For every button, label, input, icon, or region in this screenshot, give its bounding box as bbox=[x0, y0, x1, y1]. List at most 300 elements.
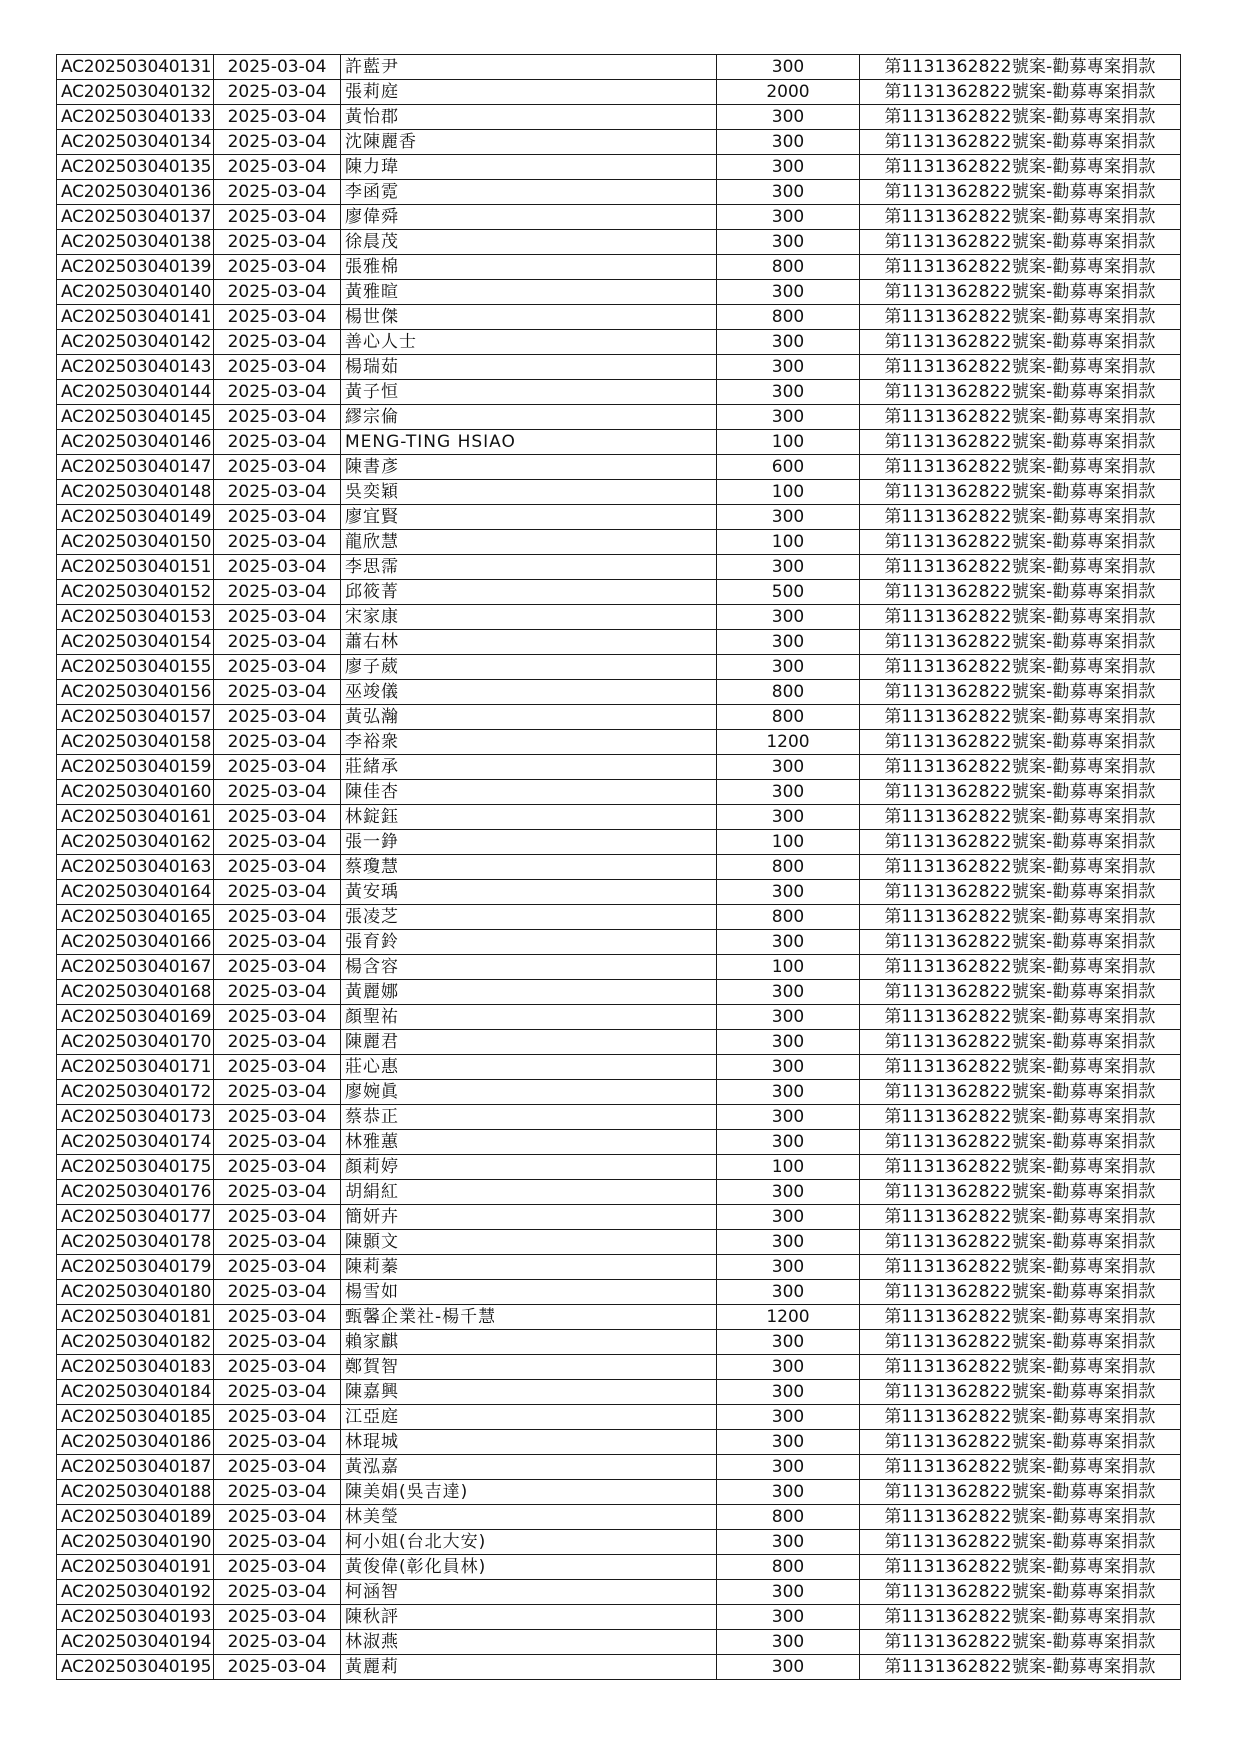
donor-name-cell: 沈陳麗香 bbox=[341, 130, 717, 155]
memo-cell: 第1131362822號案-勸募專案捐款 bbox=[860, 1455, 1181, 1480]
receipt-id-cell: AC202503040173 bbox=[57, 1105, 214, 1130]
donor-name-cell: 李思霈 bbox=[341, 555, 717, 580]
amount-cell: 300 bbox=[717, 1205, 860, 1230]
donor-name-cell: 陳佳杏 bbox=[341, 780, 717, 805]
date-cell: 2025-03-04 bbox=[214, 1330, 341, 1355]
table-row bbox=[57, 205, 1181, 230]
memo-cell: 第1131362822號案-勸募專案捐款 bbox=[860, 55, 1181, 80]
amount-cell: 500 bbox=[717, 580, 860, 605]
donor-name-cell: 張凌芝 bbox=[341, 905, 717, 930]
receipt-id-cell: AC202503040167 bbox=[57, 955, 214, 980]
donor-name-cell: 黃弘瀚 bbox=[341, 705, 717, 730]
table-row bbox=[57, 1605, 1181, 1630]
receipt-id-cell: AC202503040160 bbox=[57, 780, 214, 805]
donor-name-cell: 甄馨企業社-楊千慧 bbox=[341, 1305, 717, 1330]
receipt-id-cell: AC202503040188 bbox=[57, 1480, 214, 1505]
table-row bbox=[57, 305, 1181, 330]
receipt-id-cell: AC202503040150 bbox=[57, 530, 214, 555]
date-cell: 2025-03-04 bbox=[214, 380, 341, 405]
table-row bbox=[57, 1455, 1181, 1480]
donor-name-cell: 莊緒承 bbox=[341, 755, 717, 780]
amount-cell: 300 bbox=[717, 930, 860, 955]
amount-cell: 300 bbox=[717, 880, 860, 905]
donor-name-cell: 許藍尹 bbox=[341, 55, 717, 80]
table-row bbox=[57, 705, 1181, 730]
receipt-id-cell: AC202503040143 bbox=[57, 355, 214, 380]
memo-cell: 第1131362822號案-勸募專案捐款 bbox=[860, 380, 1181, 405]
amount-cell: 100 bbox=[717, 830, 860, 855]
amount-cell: 300 bbox=[717, 1330, 860, 1355]
date-cell: 2025-03-04 bbox=[214, 305, 341, 330]
donor-name-cell: 廖婉眞 bbox=[341, 1080, 717, 1105]
memo-cell: 第1131362822號案-勸募專案捐款 bbox=[860, 1130, 1181, 1155]
memo-cell: 第1131362822號案-勸募專案捐款 bbox=[860, 1205, 1181, 1230]
donor-name-cell: 楊世傑 bbox=[341, 305, 717, 330]
donor-name-cell: 廖子葳 bbox=[341, 655, 717, 680]
date-cell: 2025-03-04 bbox=[214, 730, 341, 755]
amount-cell: 600 bbox=[717, 455, 860, 480]
date-cell: 2025-03-04 bbox=[214, 1455, 341, 1480]
memo-cell: 第1131362822號案-勸募專案捐款 bbox=[860, 155, 1181, 180]
table-row bbox=[57, 680, 1181, 705]
memo-cell: 第1131362822號案-勸募專案捐款 bbox=[860, 880, 1181, 905]
table-row bbox=[57, 1255, 1181, 1280]
donor-name-cell: 廖偉舜 bbox=[341, 205, 717, 230]
donor-name-cell: 徐晨茂 bbox=[341, 230, 717, 255]
memo-cell: 第1131362822號案-勸募專案捐款 bbox=[860, 205, 1181, 230]
table-row bbox=[57, 1055, 1181, 1080]
donor-name-cell: 林錠鈺 bbox=[341, 805, 717, 830]
table-row bbox=[57, 830, 1181, 855]
donor-name-cell: 陳嘉興 bbox=[341, 1380, 717, 1405]
date-cell: 2025-03-04 bbox=[214, 1430, 341, 1455]
amount-cell: 300 bbox=[717, 55, 860, 80]
memo-cell: 第1131362822號案-勸募專案捐款 bbox=[860, 1330, 1181, 1355]
amount-cell: 300 bbox=[717, 330, 860, 355]
donor-name-cell: 黃泓嘉 bbox=[341, 1455, 717, 1480]
date-cell: 2025-03-04 bbox=[214, 1530, 341, 1555]
table-row bbox=[57, 1505, 1181, 1530]
donor-name-cell: 陳麗君 bbox=[341, 1030, 717, 1055]
donor-name-cell: 顏莉婷 bbox=[341, 1155, 717, 1180]
receipt-id-cell: AC202503040137 bbox=[57, 205, 214, 230]
donor-name-cell: 林琨城 bbox=[341, 1430, 717, 1455]
date-cell: 2025-03-04 bbox=[214, 430, 341, 455]
date-cell: 2025-03-04 bbox=[214, 580, 341, 605]
memo-cell: 第1131362822號案-勸募專案捐款 bbox=[860, 1280, 1181, 1305]
amount-cell: 300 bbox=[717, 1055, 860, 1080]
receipt-id-cell: AC202503040139 bbox=[57, 255, 214, 280]
date-cell: 2025-03-04 bbox=[214, 705, 341, 730]
memo-cell: 第1131362822號案-勸募專案捐款 bbox=[860, 1405, 1181, 1430]
amount-cell: 800 bbox=[717, 1505, 860, 1530]
receipt-id-cell: AC202503040163 bbox=[57, 855, 214, 880]
receipt-id-cell: AC202503040174 bbox=[57, 1130, 214, 1155]
date-cell: 2025-03-04 bbox=[214, 1580, 341, 1605]
donor-name-cell: 陳莉蓁 bbox=[341, 1255, 717, 1280]
memo-cell: 第1131362822號案-勸募專案捐款 bbox=[860, 730, 1181, 755]
receipt-id-cell: AC202503040176 bbox=[57, 1180, 214, 1205]
donor-name-cell: 李裕衆 bbox=[341, 730, 717, 755]
table-row bbox=[57, 855, 1181, 880]
memo-cell: 第1131362822號案-勸募專案捐款 bbox=[860, 1380, 1181, 1405]
donor-name-cell: 蕭右林 bbox=[341, 630, 717, 655]
amount-cell: 300 bbox=[717, 280, 860, 305]
receipt-id-cell: AC202503040184 bbox=[57, 1380, 214, 1405]
donor-name-cell: 張一錚 bbox=[341, 830, 717, 855]
memo-cell: 第1131362822號案-勸募專案捐款 bbox=[860, 830, 1181, 855]
amount-cell: 100 bbox=[717, 430, 860, 455]
table-row bbox=[57, 1155, 1181, 1180]
memo-cell: 第1131362822號案-勸募專案捐款 bbox=[860, 855, 1181, 880]
receipt-id-cell: AC202503040192 bbox=[57, 1580, 214, 1605]
table-row bbox=[57, 1655, 1181, 1680]
memo-cell: 第1131362822號案-勸募專案捐款 bbox=[860, 1180, 1181, 1205]
date-cell: 2025-03-04 bbox=[214, 905, 341, 930]
receipt-id-cell: AC202503040148 bbox=[57, 480, 214, 505]
receipt-id-cell: AC202503040171 bbox=[57, 1055, 214, 1080]
table-row bbox=[57, 1280, 1181, 1305]
date-cell: 2025-03-04 bbox=[214, 80, 341, 105]
memo-cell: 第1131362822號案-勸募專案捐款 bbox=[860, 755, 1181, 780]
document-page bbox=[56, 54, 1180, 1680]
receipt-id-cell: AC202503040159 bbox=[57, 755, 214, 780]
date-cell: 2025-03-04 bbox=[214, 1130, 341, 1155]
date-cell: 2025-03-04 bbox=[214, 1280, 341, 1305]
amount-cell: 300 bbox=[717, 1580, 860, 1605]
receipt-id-cell: AC202503040138 bbox=[57, 230, 214, 255]
receipt-id-cell: AC202503040169 bbox=[57, 1005, 214, 1030]
date-cell: 2025-03-04 bbox=[214, 1605, 341, 1630]
amount-cell: 300 bbox=[717, 1655, 860, 1680]
receipt-id-cell: AC202503040131 bbox=[57, 55, 214, 80]
table-row bbox=[57, 980, 1181, 1005]
donor-name-cell: 柯涵智 bbox=[341, 1580, 717, 1605]
table-row bbox=[57, 1430, 1181, 1455]
amount-cell: 300 bbox=[717, 155, 860, 180]
date-cell: 2025-03-04 bbox=[214, 1155, 341, 1180]
memo-cell: 第1131362822號案-勸募專案捐款 bbox=[860, 455, 1181, 480]
receipt-id-cell: AC202503040149 bbox=[57, 505, 214, 530]
receipt-id-cell: AC202503040189 bbox=[57, 1505, 214, 1530]
date-cell: 2025-03-04 bbox=[214, 1405, 341, 1430]
table-row bbox=[57, 755, 1181, 780]
table-row bbox=[57, 480, 1181, 505]
memo-cell: 第1131362822號案-勸募專案捐款 bbox=[860, 1105, 1181, 1130]
donor-name-cell: 賴家麒 bbox=[341, 1330, 717, 1355]
donation-table bbox=[56, 54, 1181, 1680]
memo-cell: 第1131362822號案-勸募專案捐款 bbox=[860, 405, 1181, 430]
table-row bbox=[57, 1105, 1181, 1130]
memo-cell: 第1131362822號案-勸募專案捐款 bbox=[860, 1430, 1181, 1455]
table-row bbox=[57, 80, 1181, 105]
donor-name-cell: 蔡恭正 bbox=[341, 1105, 717, 1130]
table-row bbox=[57, 255, 1181, 280]
donor-name-cell: 江亞庭 bbox=[341, 1405, 717, 1430]
amount-cell: 300 bbox=[717, 605, 860, 630]
amount-cell: 300 bbox=[717, 1530, 860, 1555]
table-row bbox=[57, 555, 1181, 580]
table-row bbox=[57, 930, 1181, 955]
table-row bbox=[57, 630, 1181, 655]
date-cell: 2025-03-04 bbox=[214, 980, 341, 1005]
amount-cell: 300 bbox=[717, 1455, 860, 1480]
date-cell: 2025-03-04 bbox=[214, 955, 341, 980]
memo-cell: 第1131362822號案-勸募專案捐款 bbox=[860, 305, 1181, 330]
date-cell: 2025-03-04 bbox=[214, 1205, 341, 1230]
table-row bbox=[57, 1555, 1181, 1580]
table-row bbox=[57, 1480, 1181, 1505]
date-cell: 2025-03-04 bbox=[214, 355, 341, 380]
donor-name-cell: 林雅蕙 bbox=[341, 1130, 717, 1155]
amount-cell: 300 bbox=[717, 380, 860, 405]
date-cell: 2025-03-04 bbox=[214, 105, 341, 130]
receipt-id-cell: AC202503040152 bbox=[57, 580, 214, 605]
amount-cell: 300 bbox=[717, 1605, 860, 1630]
date-cell: 2025-03-04 bbox=[214, 1230, 341, 1255]
memo-cell: 第1131362822號案-勸募專案捐款 bbox=[860, 805, 1181, 830]
receipt-id-cell: AC202503040155 bbox=[57, 655, 214, 680]
memo-cell: 第1131362822號案-勸募專案捐款 bbox=[860, 1530, 1181, 1555]
receipt-id-cell: AC202503040170 bbox=[57, 1030, 214, 1055]
table-row bbox=[57, 1580, 1181, 1605]
date-cell: 2025-03-04 bbox=[214, 680, 341, 705]
date-cell: 2025-03-04 bbox=[214, 1630, 341, 1655]
donor-name-cell: 張育鈴 bbox=[341, 930, 717, 955]
table-row bbox=[57, 1305, 1181, 1330]
donor-name-cell: 龍欣慧 bbox=[341, 530, 717, 555]
table-row bbox=[57, 1205, 1181, 1230]
table-row bbox=[57, 605, 1181, 630]
date-cell: 2025-03-04 bbox=[214, 655, 341, 680]
date-cell: 2025-03-04 bbox=[214, 130, 341, 155]
amount-cell: 300 bbox=[717, 630, 860, 655]
date-cell: 2025-03-04 bbox=[214, 1305, 341, 1330]
date-cell: 2025-03-04 bbox=[214, 1505, 341, 1530]
donor-name-cell: 巫竣儀 bbox=[341, 680, 717, 705]
donor-name-cell: 莊心惠 bbox=[341, 1055, 717, 1080]
amount-cell: 300 bbox=[717, 780, 860, 805]
amount-cell: 800 bbox=[717, 705, 860, 730]
memo-cell: 第1131362822號案-勸募專案捐款 bbox=[860, 605, 1181, 630]
memo-cell: 第1131362822號案-勸募專案捐款 bbox=[860, 1055, 1181, 1080]
date-cell: 2025-03-04 bbox=[214, 455, 341, 480]
table-row bbox=[57, 1330, 1181, 1355]
memo-cell: 第1131362822號案-勸募專案捐款 bbox=[860, 630, 1181, 655]
date-cell: 2025-03-04 bbox=[214, 1355, 341, 1380]
amount-cell: 100 bbox=[717, 955, 860, 980]
date-cell: 2025-03-04 bbox=[214, 830, 341, 855]
table-row bbox=[57, 1230, 1181, 1255]
date-cell: 2025-03-04 bbox=[214, 1005, 341, 1030]
donor-name-cell: 林美瑩 bbox=[341, 1505, 717, 1530]
donor-name-cell: 黃麗娜 bbox=[341, 980, 717, 1005]
receipt-id-cell: AC202503040165 bbox=[57, 905, 214, 930]
donor-name-cell: 楊瑞茹 bbox=[341, 355, 717, 380]
memo-cell: 第1131362822號案-勸募專案捐款 bbox=[860, 330, 1181, 355]
memo-cell: 第1131362822號案-勸募專案捐款 bbox=[860, 1255, 1181, 1280]
table-row bbox=[57, 1080, 1181, 1105]
receipt-id-cell: AC202503040157 bbox=[57, 705, 214, 730]
date-cell: 2025-03-04 bbox=[214, 505, 341, 530]
receipt-id-cell: AC202503040193 bbox=[57, 1605, 214, 1630]
memo-cell: 第1131362822號案-勸募專案捐款 bbox=[860, 355, 1181, 380]
memo-cell: 第1131362822號案-勸募專案捐款 bbox=[860, 930, 1181, 955]
memo-cell: 第1131362822號案-勸募專案捐款 bbox=[860, 230, 1181, 255]
donor-name-cell: 黃俊偉(彰化員林) bbox=[341, 1555, 717, 1580]
donor-name-cell: 蔡瓊慧 bbox=[341, 855, 717, 880]
memo-cell: 第1131362822號案-勸募專案捐款 bbox=[860, 1030, 1181, 1055]
amount-cell: 100 bbox=[717, 480, 860, 505]
table-row bbox=[57, 105, 1181, 130]
donor-name-cell: 繆宗倫 bbox=[341, 405, 717, 430]
donor-name-cell: 簡妍卉 bbox=[341, 1205, 717, 1230]
receipt-id-cell: AC202503040177 bbox=[57, 1205, 214, 1230]
amount-cell: 800 bbox=[717, 305, 860, 330]
amount-cell: 100 bbox=[717, 1155, 860, 1180]
receipt-id-cell: AC202503040145 bbox=[57, 405, 214, 430]
date-cell: 2025-03-04 bbox=[214, 880, 341, 905]
amount-cell: 300 bbox=[717, 1630, 860, 1655]
date-cell: 2025-03-04 bbox=[214, 1555, 341, 1580]
donor-name-cell: 李函霓 bbox=[341, 180, 717, 205]
date-cell: 2025-03-04 bbox=[214, 180, 341, 205]
memo-cell: 第1131362822號案-勸募專案捐款 bbox=[860, 1155, 1181, 1180]
receipt-id-cell: AC202503040195 bbox=[57, 1655, 214, 1680]
receipt-id-cell: AC202503040161 bbox=[57, 805, 214, 830]
receipt-id-cell: AC202503040147 bbox=[57, 455, 214, 480]
table-row bbox=[57, 55, 1181, 80]
receipt-id-cell: AC202503040146 bbox=[57, 430, 214, 455]
receipt-id-cell: AC202503040142 bbox=[57, 330, 214, 355]
donor-name-cell: 邱筱菁 bbox=[341, 580, 717, 605]
donor-name-cell: 張莉庭 bbox=[341, 80, 717, 105]
table-row bbox=[57, 580, 1181, 605]
amount-cell: 300 bbox=[717, 555, 860, 580]
receipt-id-cell: AC202503040153 bbox=[57, 605, 214, 630]
memo-cell: 第1131362822號案-勸募專案捐款 bbox=[860, 955, 1181, 980]
memo-cell: 第1131362822號案-勸募專案捐款 bbox=[860, 680, 1181, 705]
memo-cell: 第1131362822號案-勸募專案捐款 bbox=[860, 430, 1181, 455]
memo-cell: 第1131362822號案-勸募專案捐款 bbox=[860, 1230, 1181, 1255]
table-row bbox=[57, 355, 1181, 380]
amount-cell: 300 bbox=[717, 1430, 860, 1455]
memo-cell: 第1131362822號案-勸募專案捐款 bbox=[860, 530, 1181, 555]
amount-cell: 800 bbox=[717, 905, 860, 930]
table-row bbox=[57, 505, 1181, 530]
donor-name-cell: 黃安瑀 bbox=[341, 880, 717, 905]
memo-cell: 第1131362822號案-勸募專案捐款 bbox=[860, 255, 1181, 280]
table-row bbox=[57, 1380, 1181, 1405]
receipt-id-cell: AC202503040179 bbox=[57, 1255, 214, 1280]
table-row bbox=[57, 1130, 1181, 1155]
receipt-id-cell: AC202503040156 bbox=[57, 680, 214, 705]
amount-cell: 300 bbox=[717, 1405, 860, 1430]
memo-cell: 第1131362822號案-勸募專案捐款 bbox=[860, 580, 1181, 605]
table-row bbox=[57, 455, 1181, 480]
donation-table-body bbox=[57, 55, 1181, 1680]
amount-cell: 300 bbox=[717, 1005, 860, 1030]
table-row bbox=[57, 730, 1181, 755]
memo-cell: 第1131362822號案-勸募專案捐款 bbox=[860, 130, 1181, 155]
memo-cell: 第1131362822號案-勸募專案捐款 bbox=[860, 1655, 1181, 1680]
table-row bbox=[57, 130, 1181, 155]
date-cell: 2025-03-04 bbox=[214, 1655, 341, 1680]
table-row bbox=[57, 1630, 1181, 1655]
amount-cell: 300 bbox=[717, 1255, 860, 1280]
receipt-id-cell: AC202503040141 bbox=[57, 305, 214, 330]
memo-cell: 第1131362822號案-勸募專案捐款 bbox=[860, 780, 1181, 805]
donor-name-cell: 陳書彥 bbox=[341, 455, 717, 480]
donor-name-cell: 陳美娟(吳吉達) bbox=[341, 1480, 717, 1505]
table-row bbox=[57, 805, 1181, 830]
receipt-id-cell: AC202503040172 bbox=[57, 1080, 214, 1105]
date-cell: 2025-03-04 bbox=[214, 1180, 341, 1205]
table-row bbox=[57, 780, 1181, 805]
receipt-id-cell: AC202503040133 bbox=[57, 105, 214, 130]
donor-name-cell: 黃麗莉 bbox=[341, 1655, 717, 1680]
receipt-id-cell: AC202503040158 bbox=[57, 730, 214, 755]
memo-cell: 第1131362822號案-勸募專案捐款 bbox=[860, 980, 1181, 1005]
memo-cell: 第1131362822號案-勸募專案捐款 bbox=[860, 1005, 1181, 1030]
amount-cell: 300 bbox=[717, 1480, 860, 1505]
memo-cell: 第1131362822號案-勸募專案捐款 bbox=[860, 180, 1181, 205]
table-row bbox=[57, 1030, 1181, 1055]
table-row bbox=[57, 530, 1181, 555]
date-cell: 2025-03-04 bbox=[214, 780, 341, 805]
table-row bbox=[57, 155, 1181, 180]
table-row bbox=[57, 655, 1181, 680]
amount-cell: 300 bbox=[717, 105, 860, 130]
table-row bbox=[57, 280, 1181, 305]
receipt-id-cell: AC202503040190 bbox=[57, 1530, 214, 1555]
donor-name-cell: 黃雅暄 bbox=[341, 280, 717, 305]
memo-cell: 第1131362822號案-勸募專案捐款 bbox=[860, 1480, 1181, 1505]
date-cell: 2025-03-04 bbox=[214, 1480, 341, 1505]
table-row bbox=[57, 905, 1181, 930]
donor-name-cell: 善心人士 bbox=[341, 330, 717, 355]
amount-cell: 300 bbox=[717, 230, 860, 255]
donor-name-cell: 柯小姐(台北大安) bbox=[341, 1530, 717, 1555]
amount-cell: 300 bbox=[717, 405, 860, 430]
table-row bbox=[57, 405, 1181, 430]
amount-cell: 300 bbox=[717, 1230, 860, 1255]
date-cell: 2025-03-04 bbox=[214, 1055, 341, 1080]
amount-cell: 300 bbox=[717, 1030, 860, 1055]
donor-name-cell: 黃子恒 bbox=[341, 380, 717, 405]
donor-name-cell: 宋家康 bbox=[341, 605, 717, 630]
memo-cell: 第1131362822號案-勸募專案捐款 bbox=[860, 655, 1181, 680]
receipt-id-cell: AC202503040175 bbox=[57, 1155, 214, 1180]
memo-cell: 第1131362822號案-勸募專案捐款 bbox=[860, 1605, 1181, 1630]
receipt-id-cell: AC202503040164 bbox=[57, 880, 214, 905]
memo-cell: 第1131362822號案-勸募專案捐款 bbox=[860, 1505, 1181, 1530]
receipt-id-cell: AC202503040144 bbox=[57, 380, 214, 405]
amount-cell: 300 bbox=[717, 1130, 860, 1155]
date-cell: 2025-03-04 bbox=[214, 480, 341, 505]
amount-cell: 1200 bbox=[717, 730, 860, 755]
date-cell: 2025-03-04 bbox=[214, 1255, 341, 1280]
amount-cell: 300 bbox=[717, 205, 860, 230]
table-row bbox=[57, 1530, 1181, 1555]
receipt-id-cell: AC202503040166 bbox=[57, 930, 214, 955]
receipt-id-cell: AC202503040134 bbox=[57, 130, 214, 155]
amount-cell: 300 bbox=[717, 1355, 860, 1380]
table-row bbox=[57, 1355, 1181, 1380]
amount-cell: 300 bbox=[717, 805, 860, 830]
donor-name-cell: 張雅棉 bbox=[341, 255, 717, 280]
receipt-id-cell: AC202503040162 bbox=[57, 830, 214, 855]
